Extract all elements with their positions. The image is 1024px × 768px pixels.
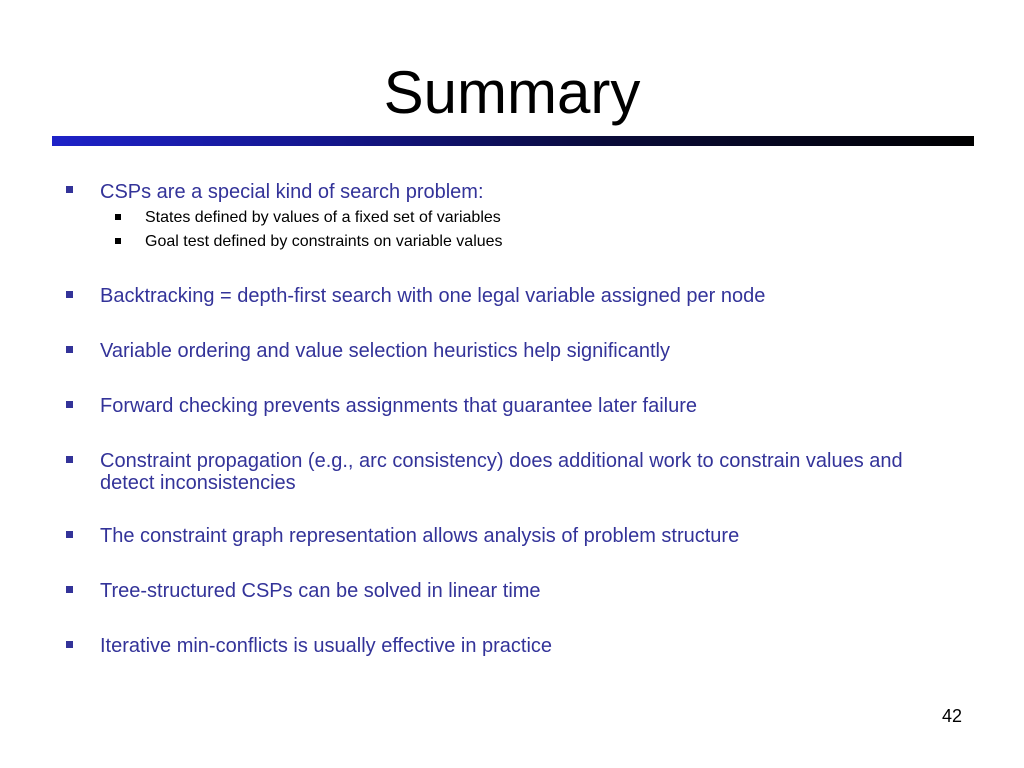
bullet-item: Backtracking = depth-first search with one legal variable assigned per node — [100, 285, 766, 307]
bullet-marker-icon — [66, 291, 73, 298]
bullet-marker-icon — [66, 641, 73, 648]
bullet-marker-icon — [66, 401, 73, 408]
bullet-item: CSPs are a special kind of search problem: — [100, 181, 484, 203]
bullet-marker-icon — [66, 531, 73, 538]
sub-bullet-item: Goal test defined by constraints on variable values — [145, 233, 503, 250]
bullet-item: The constraint graph representation allows analysis of problem structure — [100, 525, 740, 547]
sub-bullet-item: States defined by values of a fixed set of variables — [145, 209, 501, 226]
bullet-item: Iterative min-conflicts is usually effective in practice — [100, 635, 553, 657]
bullet-marker-icon — [66, 586, 73, 593]
bullet-marker-icon — [66, 346, 73, 353]
sub-bullet-marker-icon — [115, 214, 121, 220]
bullet-item: Constraint propagation (e.g., arc consistency) does additional work to constrain values and detect inconsistencies — [100, 450, 903, 494]
slide-title: Summary — [383, 59, 641, 126]
page-number: 42 — [941, 706, 962, 726]
bullet-item: Tree-structured CSPs can be solved in linear time — [100, 580, 541, 602]
bullet-item: Forward checking prevents assignments that guarantee later failure — [100, 395, 697, 417]
bullet-marker-icon — [66, 186, 73, 193]
bullet-item: Variable ordering and value selection heuristics help significantly — [100, 340, 670, 362]
sub-bullet-marker-icon — [115, 238, 121, 244]
bullet-marker-icon — [66, 456, 73, 463]
